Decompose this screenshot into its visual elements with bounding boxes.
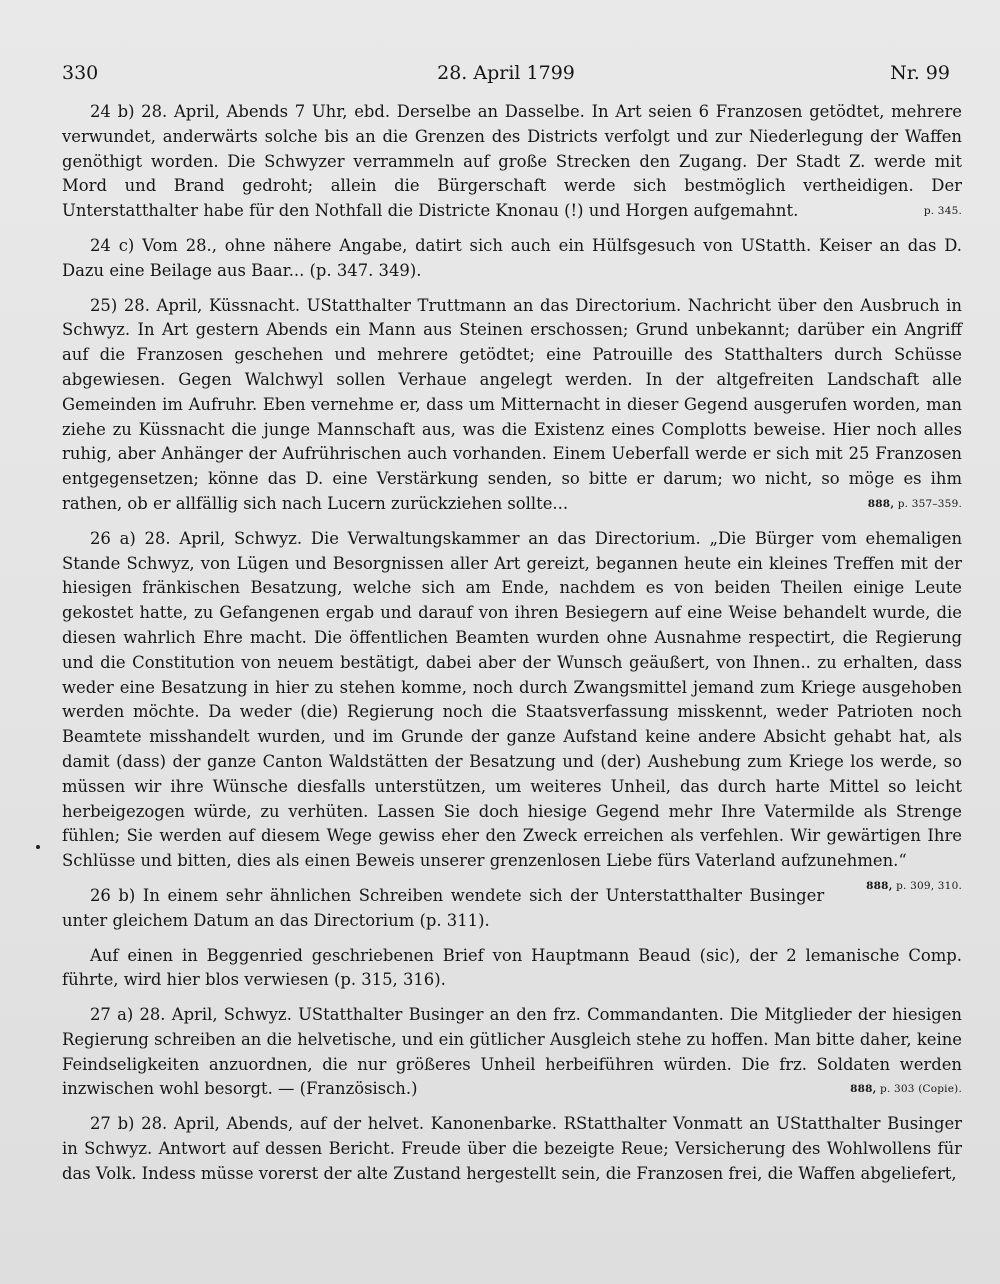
entry-text: 25) 28. April, Küssnacht. UStatthalter Truttmann an das Directorium. Nachricht über den Ausbruch in Schwyz. In Art gestern Abends ein Mann aus Steinen erschossen; Grund unbekannt; darüber ein Angriff auf die Franzosen geschehen und mehrere getödtet; eine Patrouille des Statthalters durch Schüsse abgewiesen. Gegen Walchwyl sollen Verhaue angelegt werden. In der altgefreiten Landschaft alle Gemeinden im Aufruhr. Eben vernehme er, dass um Mitternacht in dieser Gegend ausgerufen worden, man ziehe zu Küssnacht die junge Mannschaft aus, was die Existenz eines Complotts beweise. Hier noch alles ruhig, aber Anhänger der Aufrührischen auch vorhanden. Einem Ueberfall werde er sich mit 25 Franzosen entgegensetzen; könne das D. eine Verstärkung senden, so bitte er darum; wo nicht, so möge es ihm rathen, ob er allfällig sich nach Lucern zurückziehen sollte... xyxy=(62,295,962,513)
entry-24c xyxy=(62,234,962,284)
entry-text: 26 a) 28. April, Schwyz. Die Verwaltungskammer an das Directorium. „Die Bürger vom ehemaligen Stande Schwyz, von Lügen und Besorgnissen aller Art gereizt, begannen heute ein kleines Treffen mit der hiesigen fränkischen Besatzung, welche sich am Ende, nachdem es von beiden Theilen einige Leute gekostet hatte, zu Gefangenen ergab und darauf von ihren Besiegern auf eine Weise behandelt wurde, die diesen wahrlich Ehre macht. Die öffentlichen Beamten wurden ohne Ausnahme respectirt, die Regierung und die Constitution von neuem bestätigt, dabei aber der Wunsch geäußert, von Ihnen.. zu erhalten, dass weder eine Besatzung in hier zu stehen komme, noch durch Zwangsmittel jemand zum Kriege ausgehoben werden möchte. Da weder (die) Regierung noch die Staatsverfassung misskennt, weder Patrioten noch Beamtete misshandelt wurden, und im Grunde der ganze Aufstand keine andere Absicht gehabt hat, als damit (dass) der ganze Canton Waldstätten der Besatzung und (der) Aushebung zum Kriege los werde, so müssen wir ihre Wünsche diesfalls unterstützen, um weiteres Unheil, das durch harte Mittel so leicht herbeigezogen würde, zu verhüten. Lassen Sie doch hiesige Gegend mehr Ihre Vatermilde als Strenge fühlen; Sie werden auf diesem Wege gewiss eher den Zweck erreichen als verfehlen. Wir gewärtigen Ihre Schlüsse und bitten, dies als einen Beweis unserer grenzenlosen Liebe fürs Vaterland aufzunehmen.“ xyxy=(62,528,962,871)
entry-27a xyxy=(62,1003,962,1102)
reference-volume: 888, xyxy=(867,497,895,510)
entry-text: 27 b) 28. April, Abends, auf der helvet. Kanonenbarke. RStatthalter Vonmatt an UStatthalter Businger in Schwyz. Antwort auf dessen Bericht. Freude über die bezeigte Reue; Versicherung des Wohlwollens für das Volk. Indess müsse vorerst der alte Zustand hergestellt sein, die Franzosen frei, die Waffen abgeliefert, xyxy=(62,1114,962,1183)
source-reference xyxy=(838,874,962,899)
reference-page: p. 303 (Copie). xyxy=(880,1083,962,1096)
entry-number: Nr. 99 xyxy=(890,62,950,84)
page-header xyxy=(62,62,950,92)
document-body xyxy=(62,100,962,1197)
source-reference xyxy=(840,492,962,517)
margin-mark xyxy=(36,845,40,849)
entry-26a xyxy=(62,527,962,892)
reference-page: p. 309, 310. xyxy=(896,879,962,892)
page-number: 330 xyxy=(62,62,99,84)
reference-volume: 888, xyxy=(850,1083,877,1096)
entry-text: 24 b) 28. April, Abends 7 Uhr, ebd. Derselbe an Dasselbe. In Art seien 6 Franzosen getödtet, mehrere verwundet, anderwärts solche bis an die Grenzen des Districts verfolgt und zur Niederlegung der Waffen genöthigt worden. Die Schwyzer verrammeln auf große Strecken den Zugang. Der Stadt Z. werde mit Mord und Brand gedroht; allein die Bürgerschaft werde sich bestmöglich vertheidigen. Der Unterstatthalter habe für den Nothfall die Districte Knonau (!) und Horgen aufgemahnt. xyxy=(62,102,962,221)
reference-page: p. 345. xyxy=(923,205,962,218)
source-reference xyxy=(896,199,962,224)
reference-page: p. 357–359. xyxy=(897,497,962,510)
entry-25 xyxy=(62,294,962,517)
entry-text: Auf einen in Beggenried geschriebenen Brief von Hauptmann Beaud (sic), der 2 lemanische Comp. führte, wird hier blos verwiesen (p. 315, 316). xyxy=(62,945,962,990)
source-reference xyxy=(822,1077,962,1102)
entry-text: 24 c) Vom 28., ohne nähere Angabe, datirt sich auch ein Hülfsgesuch von UStatth. Keiser an das D. Dazu eine Beilage aus Baar... (p. 347. 349). xyxy=(62,235,962,280)
note-beaud-letter xyxy=(62,944,962,994)
entry-26b xyxy=(62,884,962,934)
header-date: 28. April 1799 xyxy=(437,62,575,84)
entry-text: 27 a) 28. April, Schwyz. UStatthalter Businger an den frz. Commandanten. Die Mitglieder der hiesigen Regierung schreiben an die helvetische, und ein gütlicher Ausgleich stehe zu hoffen. Man bitte daher, keine Feindseligkeiten anzuordnen, die nur größeres Unheil herbeiführen würden. Die frz. Soldaten werden inzwischen wohl besorgt. — (Französisch.) xyxy=(62,1005,962,1099)
reference-volume: 888, xyxy=(866,879,893,892)
entry-27b xyxy=(62,1112,962,1186)
entry-24b xyxy=(62,100,962,224)
entry-text: 26 b) In einem sehr ähnlichen Schreiben wendete sich der Unterstatthalter Businger unter gleichem Datum an das Directorium (p. 311). xyxy=(62,885,825,930)
